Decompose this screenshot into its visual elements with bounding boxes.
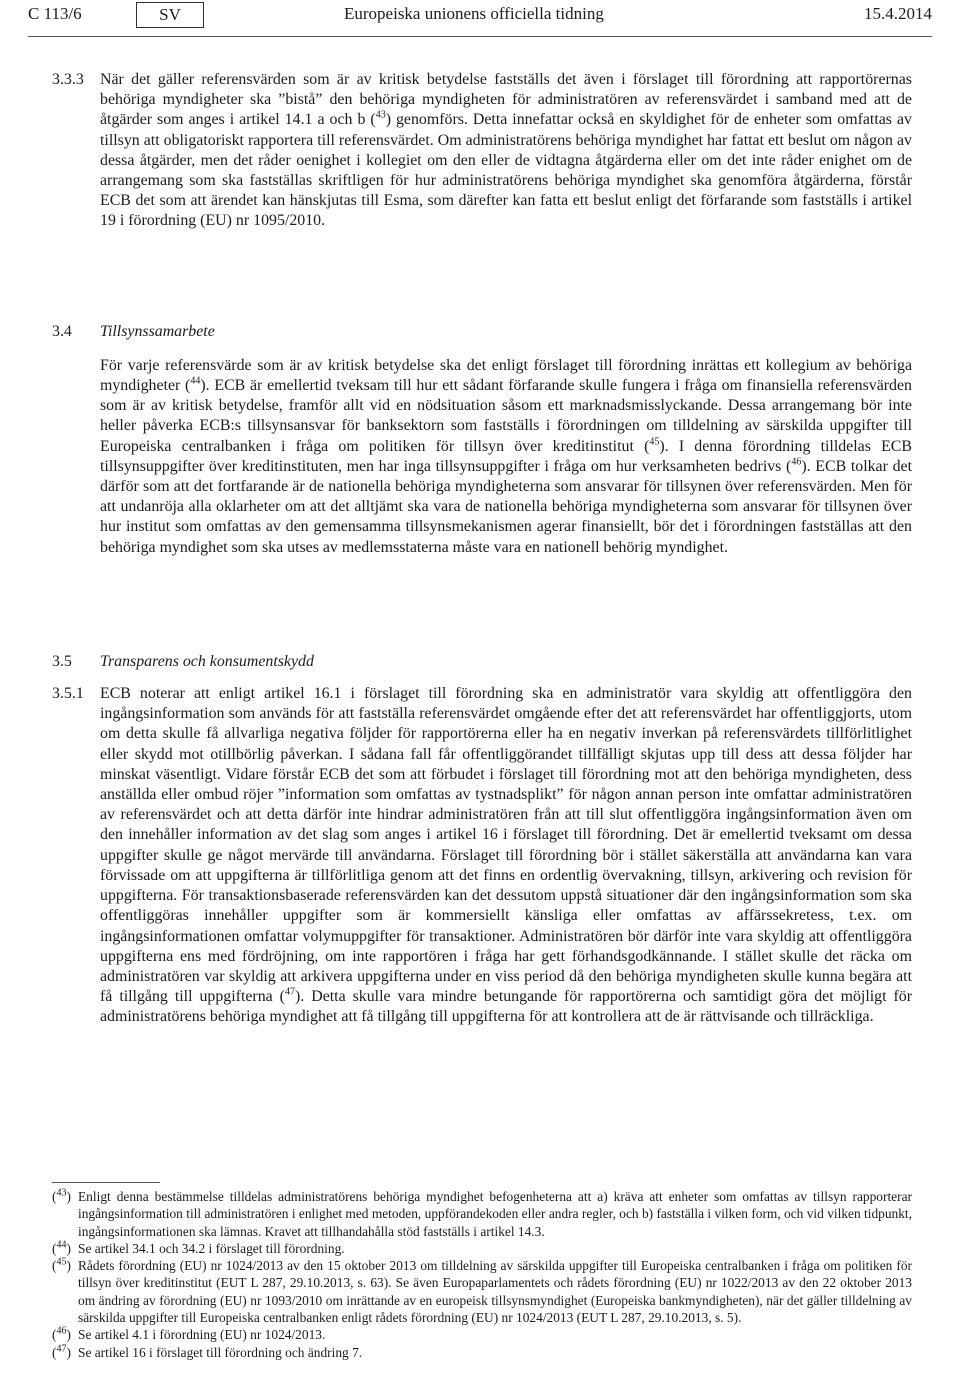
footnote-ref-44[interactable]: 44	[190, 375, 201, 387]
footnote-43	[52, 1188, 912, 1240]
section-heading-3-4	[52, 322, 912, 342]
footnote-mark: ($^{47}$)	[52, 1343, 71, 1360]
footnote-ref-45[interactable]: 45	[649, 436, 660, 448]
footnote-mark: ($^{43}$)	[52, 1187, 71, 1204]
paragraph-text: ). I denna förordning tilldelas ECB tillsynsuppgifter över kreditinstituten, men har inga tillsynsuppgifter i fråga om hur verksamheten bedrivs (	[100, 437, 912, 475]
paragraph-text: ). ECB är emellertid tveksam till hur ett sådant förfarande skulle fungera i fråga om finansiella referensvärden som är av kritisk betydelse, framför allt vid en nödsituation såsom ett marknadsmisslyckande. Dessa arrangemang bör inte heller påverka ECB:s tillsynsansvar för banksektorn som fastställs i förordningen om tilldelning av särskilda uppgifter till Europeiska centralbanken i fråga om politiken för tillsyn över kreditinstitut (	[100, 377, 912, 455]
footnote-46	[52, 1326, 912, 1343]
section-title: Tillsynssamarbete	[100, 322, 215, 340]
section-heading-3-5	[52, 652, 912, 672]
footnote-text: Rådets förordning (EU) nr 1024/2013 av den 15 oktober 2013 om tilldelning av särskilda uppgifter till Europeiska centralbanken i fråga om politiken för tillsyn över kreditinstitut (EUT L 287, 29.10.2013, s. 63). Se även Europaparlamentets och rådets förordning (EU) nr 1022/2013 av den 22 oktober 2013 om ändring av förordning (EU) nr 1093/2010 om inrättande av en europeisk tillsynsmyndighet (Europeiska bankmyndigheten), när det gäller tilldelning av särskilda uppgifter till Europeiska centralbanken enligt rådets förordning (EU) nr 1024/2013 (EUT L 287, 29.10.2013, s. 5).	[78, 1258, 912, 1326]
footnote-ref-46[interactable]: 46	[791, 456, 802, 468]
footnote-text: Se artikel 34.1 och 34.2 i förslaget till förordning.	[78, 1240, 345, 1256]
paragraph-text: ) genomförs. Detta innefattar också en skyldighet för de enheter som omfattas av tillsyn att obligatoriskt rapportera till referensvärdet. Om administratörens behöriga myndighet har fattat ett beslut om någon av dessa åtgärder, men det råder oenighet i kollegiet om den eller de vidtagna åtgärderna eller om det inte råder enighet om de arrangemang som ska fastställas skriftligen för hur administratörens behöriga myndighet ska genomföra åtgärderna, förstår ECB det som att ärendet kan hänskjutas till Esma, som därefter kan fatta ett beslut enligt det förfarande som fastställs i artikel 19 i förordning (EU) nr 1095/2010.	[100, 111, 912, 230]
section-number: 3.4	[52, 322, 72, 340]
paragraph-3-4	[52, 356, 912, 558]
paragraph-number: 3.3.3	[52, 71, 84, 88]
footnote-47	[52, 1344, 912, 1361]
paragraph-text: ECB noterar att enligt artikel 16.1 i förslaget till förordning ska en administratör vara skyldig att offentliggöra den ingångsinformation som används för att fastställa referensvärdet omgående efter det att referensvärdet har offentliggjorts, utom om detta skulle få allvarliga negativa följder för rapportörerna eller ha en negativ inverkan på referensvärdets tillförlitlighet eller skydd mot otillbörlig påverkan. I sådana fall får offentliggörandet tillfälligt skjutas upp till dess att dessa följder har minskat väsentligt. Vidare förstår ECB det som att förbudet i förslaget till förordning mot att den behöriga myndigheten, dess anställda eller ombud röjer ”information som omfattas av tystnadsplikt” för någon annan person inte omfattar administratören av referensvärdet och att detta därför inte hindrar administratören från att till slut offentliggöra ingångsinformation även om den innehåller information av det slag som anges i artikel 16 i förslaget till förordning. Det är emellertid tveksamt om dessa uppgifter skulle ge något mervärde till användarna. Förslaget till förordning bör i stället säkerställa att användarna kan vara förvissade om att uppgifterna är tillförlitliga genom att det finns en ordentlig övervakning, tillsyn, arkivering och revision för uppgifterna. För transaktionsbaserade referensvärden kan det dessutom uppstå situationer där den ingångsinformation som ska offentliggöras innehåller uppgifter som är kommersiellt känsliga eller omfattas av affärssekretess, t.ex. om ingångsinformationen omfattar volymuppgifter för transaktioner. Administratören bör därför inte vara skyldig att offentliggöra uppgifterna ens med fördröjning, om inte rapportören i fråga har gett förhandsgodkännande. I stället skulle det räcka om administratören var skyldig att arkivera uppgifterna under en viss period då den behöriga myndigheten skulle kunna begära att få tillgång till uppgifterna (	[100, 685, 912, 1006]
paragraph-text: ). ECB tolkar det därför som att det fortfarande är de nationella behöriga myndigheterna som ansvarar för tillsynen över referensvärden. Men för att undanröja alla oklarheter om att det alltjämt ska vara de nationella behöriga myndigheterna som ansvarar för tillsynen över hur institut som omfattas av den gemensamma tillsynsmekanismen agerar finansiellt, bör det i förordningen fastställas att den behöriga myndighet som ska utses av medlemsstaterna måste vara en nationell behörig myndighet.	[100, 457, 912, 556]
paragraph-3-5-1	[52, 684, 912, 1027]
footnote-mark: ($^{46}$)	[52, 1325, 71, 1343]
page-header	[28, 4, 932, 28]
footnote-text: Se artikel 16 i förslaget till förordning och ändring 7.	[78, 1344, 363, 1360]
paragraph-text: För varje referensvärde som är av kritisk betydelse ska det enligt förslaget till förordning inrättas ett kollegium av behöriga myndigheter (	[100, 356, 912, 395]
footnote-45	[52, 1257, 912, 1326]
paragraph-text: När det gäller referensvärden som är av kritisk betydelse fastställs det även i förslaget till förordning att rapportörernas behöriga myndigheter ska ”bistå” den behöriga myndigheten för administratören av referensvärdet i samband med att de åtgärder som anges i artikel 14.1 a och b (	[100, 71, 912, 129]
footnote-ref-47[interactable]: 47	[284, 986, 295, 998]
page-reference: C 113/6	[28, 4, 82, 23]
paragraph-3-3-3	[52, 70, 912, 232]
footnote-text: Enligt denna bestämmelse tilldelas administratörens behöriga myndighet befogenheterna att a) kräva att enheter som omfattas av tillsyn rapporterar ingångsinformation till administratören i enlighet med metoden, uppförandekoden eller andra regler, och b) fastställa i vilken form, och vid vilken tidpunkt, ingångsinformationen ska lämnas. Kravet att tillhandahålla stöd fastställs i artikel 14.3.	[78, 1189, 912, 1239]
footnote-mark: ($^{45}$)	[52, 1256, 71, 1274]
header-divider	[28, 36, 932, 37]
section-title: Transparens och konsumentskydd	[100, 652, 314, 670]
paragraph-text: ). Detta skulle vara mindre betungande för rapportörerna och samtidigt göra det möjligt för administratörens behöriga myndighet att få tillgång till uppgifterna för att kontrollera att de är rättvisande och tillräckliga.	[100, 988, 913, 1026]
section-number: 3.5	[52, 652, 72, 670]
footnote-44	[52, 1240, 912, 1257]
footnote-mark: ($^{44}$)	[52, 1239, 71, 1256]
footnotes	[52, 1188, 912, 1361]
language-badge: SV	[136, 2, 204, 28]
paragraph-number: 3.5.1	[52, 685, 84, 703]
document-body	[52, 70, 912, 1028]
footnote-ref-43[interactable]: 43	[375, 110, 386, 122]
journal-title: Europeiska unionens officiella tidning	[344, 4, 604, 23]
publication-date: 15.4.2014	[864, 4, 932, 23]
footnote-divider	[52, 1182, 160, 1183]
footnote-text: Se artikel 4.1 i förordning (EU) nr 1024/2013.	[78, 1327, 326, 1343]
